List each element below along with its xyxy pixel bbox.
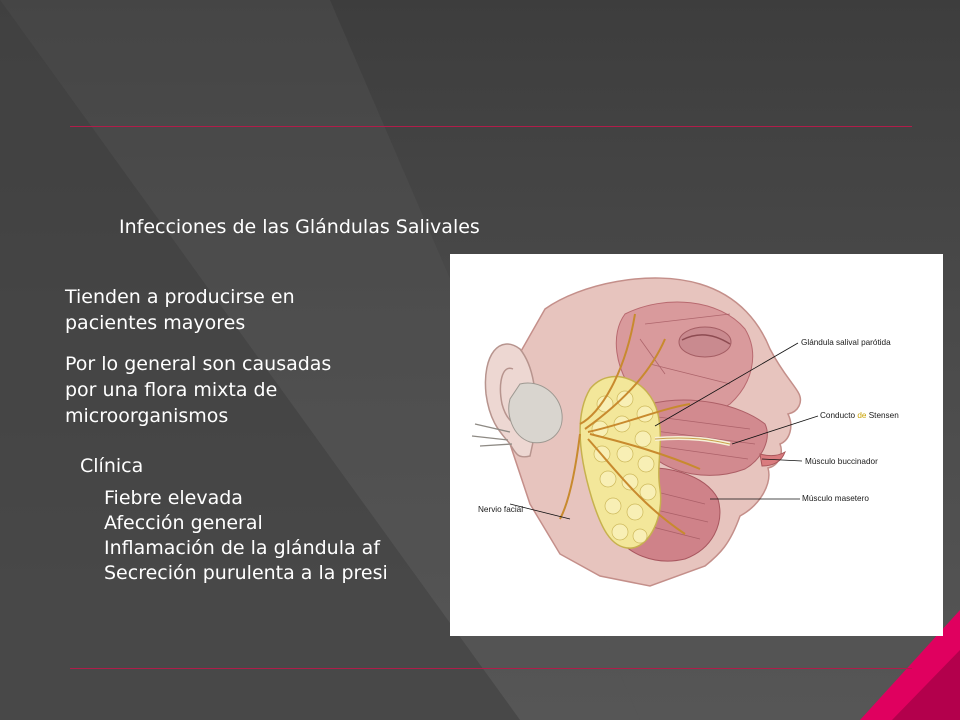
paragraph-line: microorganismos [65, 405, 229, 427]
label-parotid-gland: Glándula salival parótida [801, 338, 891, 347]
symptom-item: Afección general [104, 512, 263, 534]
label-facial-nerve: Nervio facial [478, 505, 524, 514]
paragraph-older-patients [65, 284, 295, 336]
symptom-item: Secreción purulenta a la presi [104, 562, 388, 584]
label-stensen-duct [820, 411, 899, 420]
paragraph-line: Tienden a producirse en [65, 286, 295, 308]
label-part: Stensen [866, 411, 899, 420]
paragraph-line: pacientes mayores [65, 312, 246, 334]
symptom-item: Fiebre elevada [104, 487, 243, 509]
anatomy-illustration [450, 254, 943, 636]
paragraph-line: Por lo general son causadas [65, 353, 332, 375]
label-part-highlight: de [857, 411, 867, 420]
label-buccinator-muscle: Músculo buccinador [805, 457, 878, 466]
top-rule [70, 126, 912, 127]
parotid-anatomy-figure [450, 254, 943, 636]
symptom-list [104, 486, 388, 586]
symptom-item: Inflamación de la glándula af [104, 537, 381, 559]
section-label-clinica: Clínica [80, 455, 144, 477]
paragraph-line: por una flora mixta de [65, 379, 278, 401]
label-masseter-muscle: Músculo masetero [802, 494, 869, 503]
label-part: Conducto [820, 411, 858, 420]
paragraph-mixed-flora [65, 351, 331, 429]
bottom-rule [70, 668, 912, 669]
slide-title: Infecciones de las Glándulas Salivales [119, 216, 480, 238]
